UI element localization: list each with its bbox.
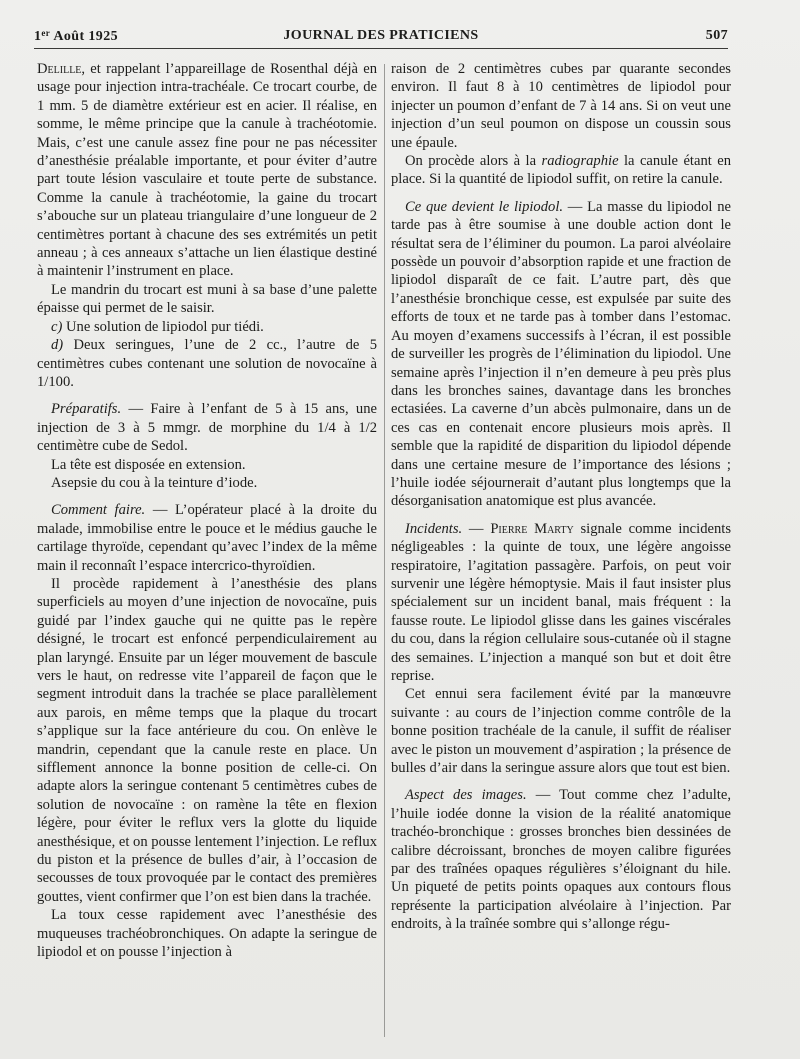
left-column <box>37 60 377 962</box>
paragraph: La tête est disposée en extension. <box>51 456 246 473</box>
paragraph: On procède alors à la radiographie la canule étant en place. Si la quantité de lipiodol suffit, on retire la canule. <box>391 153 732 188</box>
paragraph: Incidents. — Pierre Marty signale comme incidents négligeables : la quinte de toux, une légère angoisse respiratoire, l’agitation passagère. Parfois, on peut voir survenir une légère hémoptysie. Mais il faut insister plus spécialement sur un incident banal, mais fréquent : la fausse route. Le lipiodol glisse dans les gaines viscérales du cou, dans la région cellulaire sous-cutanée où il stagne des semaines. L’injection a manqué son but et doit être reprise. <box>391 520 732 684</box>
author-name: Pierre Marty <box>490 520 574 537</box>
section-heading: Aspect des images. <box>405 787 527 804</box>
paragraph: Cet ennui sera facilement évité par la manœuvre suivante : au cours de l’injection comme contrôle de la bonne position trachéale de la canule, il suffit de réaliser avec le piston un mouvement d’aspiration ; la présence de bulles d’air dans la seringue assure alors que tout est bien. <box>391 686 731 777</box>
journal-title: JOURNAL DES PRATICIENS <box>283 28 479 43</box>
section-heading: Préparatifs. <box>51 401 122 418</box>
paragraph: Le mandrin du trocart est muni à sa base d’une palette épaisse qui permet de le saisir. <box>37 281 377 317</box>
page-number: 507 <box>705 28 728 43</box>
section-heading: Incidents. <box>405 520 463 537</box>
author-name: Delille <box>37 61 82 77</box>
paragraph: Aspect des images. — Tout comme chez l’adulte, l’huile iodée donne la vision de la réalité anatomique trachéo-bronchique : grosses bronches bien dessinées de calibre décroissant, bronches de moyen calibre figurées par des traînées opaques régulières s’éloignant du hile. Un piqueté de petits points opaques aux contours flous représente la participation alvéolaire à l’injection. Par endroits, à la traînée sombre qui s’allonge régu- <box>391 787 731 933</box>
paragraph: Comment faire. — L’opérateur placé à la droite du malade, immobilise entre le pouce et le médius gauche le cartilage thyroïde, cependant qu’avec l’index de la même main il reconnaît l’espace intercrico-thyroïdien. <box>37 502 377 574</box>
paragraph: Il procède rapidement à l’anesthésie des plans superficiels au moyen d’une injection de novocaïne, puis guidé par l’index gauche qui ne quitte pas le repère désigné, le trocart est enfoncé perpendiculairement au plan laryngé. Ensuite par un léger mouvement de bascule vers le haut, on redresse vite l’appareil de façon que le segment introduit dans la trachée se place parallèlement aux parois, en même temps que la plaque du trocart s’applique sur la face antérieure du cou. On enlève le mandrin, cependant que la canule reste en place. Un sifflement annonce la bonne position de celle-ci. On adapte alors la seringue contenant 5 centimètres cubes de solution de novocaïne : on ramène la tête en flexion légère, pour éviter le reflux vers la glotte du liquide anesthésique, et on pousse lentement l’injection. Le reflux du piston et la présence de bulles d’air, à l’occasion de secousses de toux provoquée par le contact des premières gouttes, vient confirmer que l’on est bien dans la trachée. <box>37 575 378 905</box>
paragraph: La toux cesse rapidement avec l’anesthésie des muqueuses trachéobronchiques. On adapte la seringue de lipiodol et on pousse l’injection à <box>37 907 377 961</box>
list-item: c) Une solution de lipiodol pur tiédi. <box>51 318 264 335</box>
paragraph: Ce que devient le lipiodol. — La masse du lipiodol ne tarde pas à être soumise à une double action dont le résultat sera de l’éliminer du poumon. La paroi alvéolaire possède un pouvoir d’absorption rapide et une fraction de lipiodol disparaît de ce fait. L’autre part, dès que l’anesthésie bronchique cesse, est expulsée par suite des efforts de toux et ne tarde pas à tomber dans l’estomac. Au moyen d’examens successifs à l’écran, il est possible de surveiller les progrès de l’élimination du lipiodol. Une semaine après l’injection il n’en demeure à peu près plus dans les bronches saines, davantage dans les bronches ectasiées. La caverne d’un abcès pulmonaire, dans un de ces cas en contenait encore plusieurs mois après. Il semble que la rapidité de disparition du lipiodol dépende dans une certaine mesure de l’importance des lésions ; l’huile iodée séjournerait d’autant plus longtemps que la désorganisation anatomique est plus avancée. <box>391 198 731 510</box>
section-heading: Comment faire. <box>51 502 146 519</box>
paragraph: Delille, et rappelant l’appareillage de Rosenthal déjà en usage pour injection intra-trachéale. Ce trocart courbe, de 1 mm. 5 de diamètre extérieur est en acier. Il réalise, en somme, le même principe que la canule à trachéotomie. Mais, c’est une canule assez fine pour ne pas nécessiter d’anesthésie préalable importante, et pour éviter d’autre part toute lésion vasculaire et toute perte de substance. Comme la canule à trachéotomie, la gaine du trocart s’abouche sur un plateau triangulaire d’une longueur de 2 centimètres portant à chacune des ses extrémités un petit anneau ; à ces anneaux s’attache un lien élastique destiné à maintenir l’instrument en place. <box>37 61 377 280</box>
issue-date: 1er Août 1925 <box>34 28 119 44</box>
paragraph: Préparatifs. — Faire à l’enfant de 5 à 15 ans, une injection de 3 à 5 mmgr. de morphine du 1/4 à 1/2 centimètre cube de Sedol. <box>37 401 377 455</box>
section-heading: Ce que devient le lipiodol. <box>405 198 564 215</box>
paragraph: raison de 2 centimètres cubes par quarante secondes environ. Il faut 8 à 10 centimètres de lipiodol pour injecter un poumon d’enfant de 7 à 14 ans. Si on veut une injection d’un seul poumon on dispose un coussin sous une épaule. <box>391 61 731 151</box>
right-column <box>391 60 731 934</box>
list-item: d) Deux seringues, l’une de 2 cc., l’autre de 5 centimètres cubes contenant une solution de novocaïne à 1/100. <box>37 337 377 390</box>
paragraph: Asepsie du cou à la teinture d’iode. <box>51 474 258 491</box>
column-divider <box>384 64 385 1037</box>
running-header <box>34 22 728 49</box>
